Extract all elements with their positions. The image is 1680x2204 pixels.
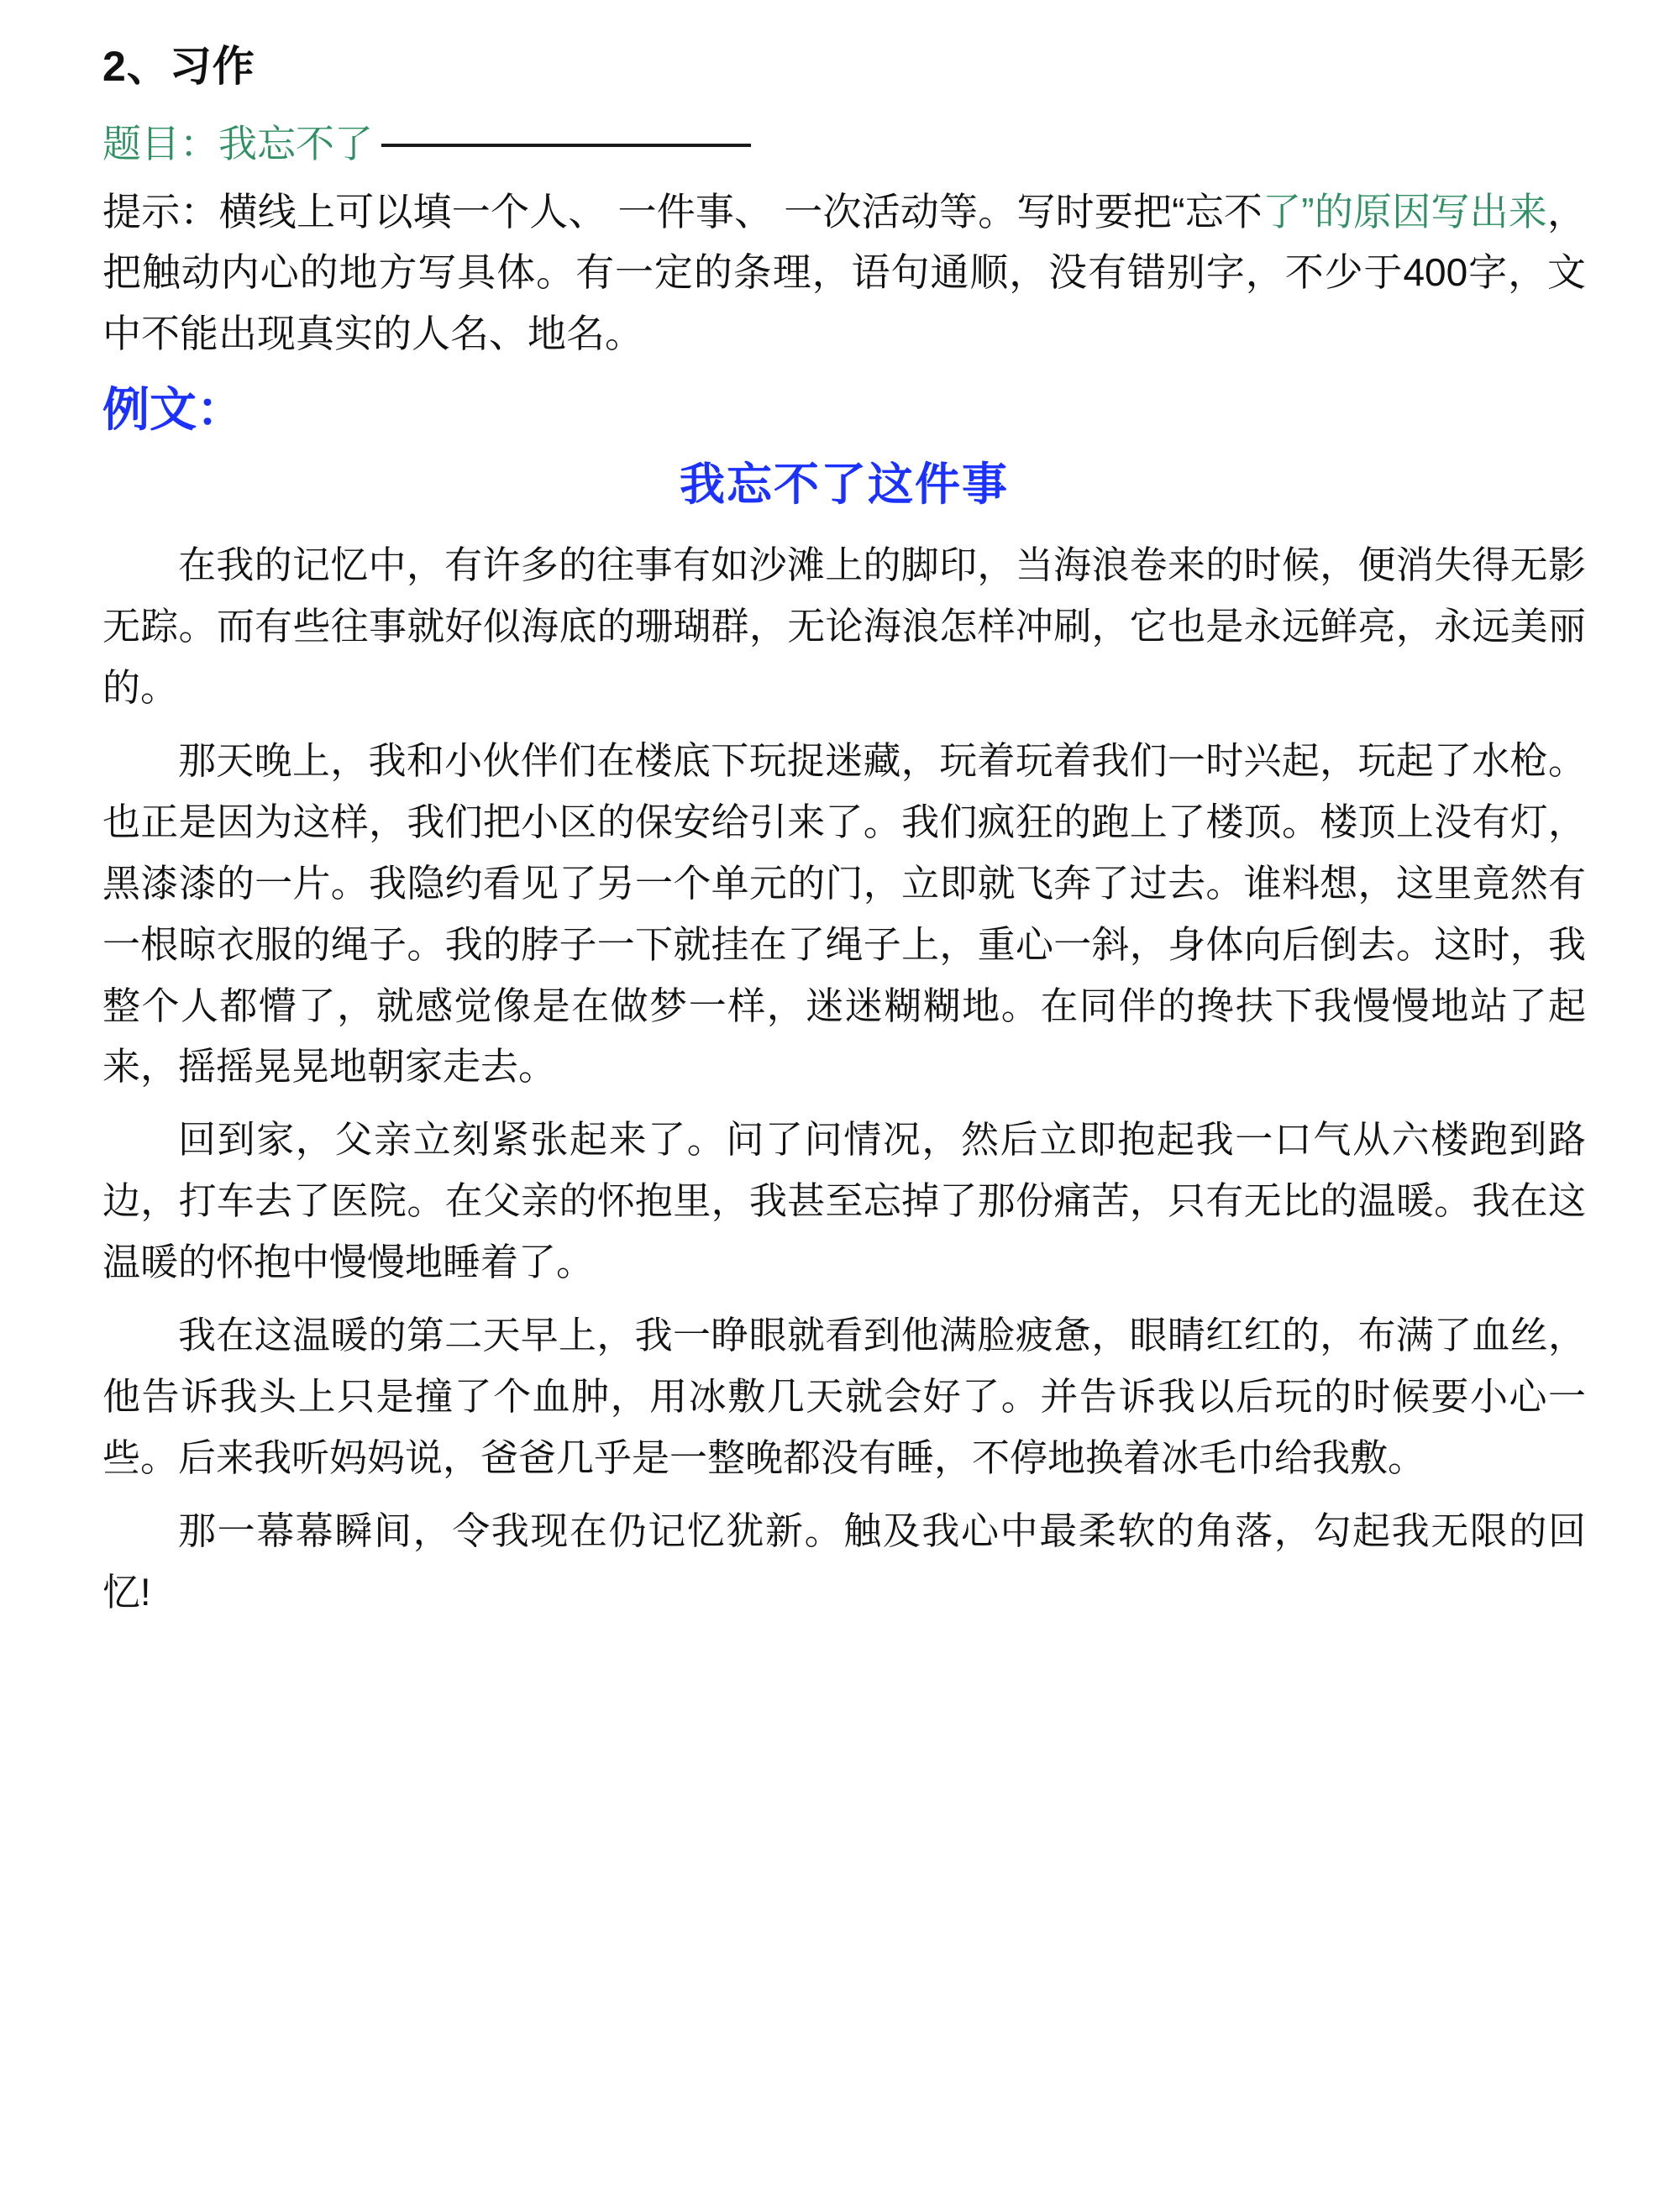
- hint-part-2-highlight: 了”的原因写出来: [1263, 189, 1547, 234]
- hint-part-1: 提示：横线上可以填一个人、 一件事、 一次活动等。写时要把“忘不: [102, 189, 1263, 234]
- topic-value: 我忘不了: [218, 121, 373, 165]
- topic-line: [102, 115, 1586, 173]
- hint-paragraph: [102, 181, 1586, 365]
- hint-part-3: ，把触动内心的地方写具体。有一定的条理，语句通顺，没有错别字，不少于400字，文中不能出现真实的人名、地名。: [102, 189, 1586, 355]
- essay-title: 我忘不了这件事: [680, 459, 1009, 511]
- essay-paragraph: 回到家，父亲立刻紧张起来了。问了问情况，然后立即抱起我一口气从六楼跑到路边，打车去了医院。在父亲的怀抱里，我甚至忘掉了那份痛苦，只有无比的温暖。我在这温暖的怀抱中慢慢地睡着了。: [102, 1118, 1586, 1284]
- sample-essay-label: 例文：: [102, 382, 244, 436]
- essay-paragraph: 在我的记忆中，有许多的往事有如沙滩上的脚印，当海浪卷来的时候，便消失得无影无踪。而有些往事就好似海底的珊瑚群，无论海浪怎样冲刷，它也是永远鲜亮，永远美丽的。: [102, 543, 1586, 710]
- essay-paragraph: 那一幕幕瞬间，令我现在仍记忆犹新。触及我心中最柔软的角落，勾起我无限的回忆!: [102, 1509, 1586, 1614]
- essay-paragraph: 那天晚上，我和小伙伴们在楼底下玩捉迷藏，玩着玩着我们一时兴起，玩起了水枪。也正是因为这样，我们把小区的保安给引来了。我们疯狂的跑上了楼顶。楼顶上没有灯，黑漆漆的一片。我隐约看见了另一个单元的门，立即就飞奔了过去。谁料想，这里竟然有一根晾衣服的绳子。我的脖子一下就挂在了绳子上，重心一斜，身体向后倒去。这时，我整个人都懵了，就感觉像是在做梦一样，迷迷糊糊地。在同伴的搀扶下我慢慢地站了起来，摇摇晃晃地朝家走去。: [102, 738, 1586, 1089]
- fill-in-blank-rule: [381, 144, 751, 147]
- section-heading: 2、习作: [102, 43, 255, 90]
- topic-label: 题目：: [102, 121, 218, 165]
- essay-paragraph: 我在这温暖的第二天早上，我一睁眼就看到他满脸疲惫，眼睛红红的，布满了血丝，他告诉我头上只是撞了个血肿，用冰敷几天就会好了。并告诉我以后玩的时候要小心一些。后来我听妈妈说，爸爸几乎是一整晚都没有睡，不停地换着冰毛巾给我敷。: [102, 1314, 1586, 1479]
